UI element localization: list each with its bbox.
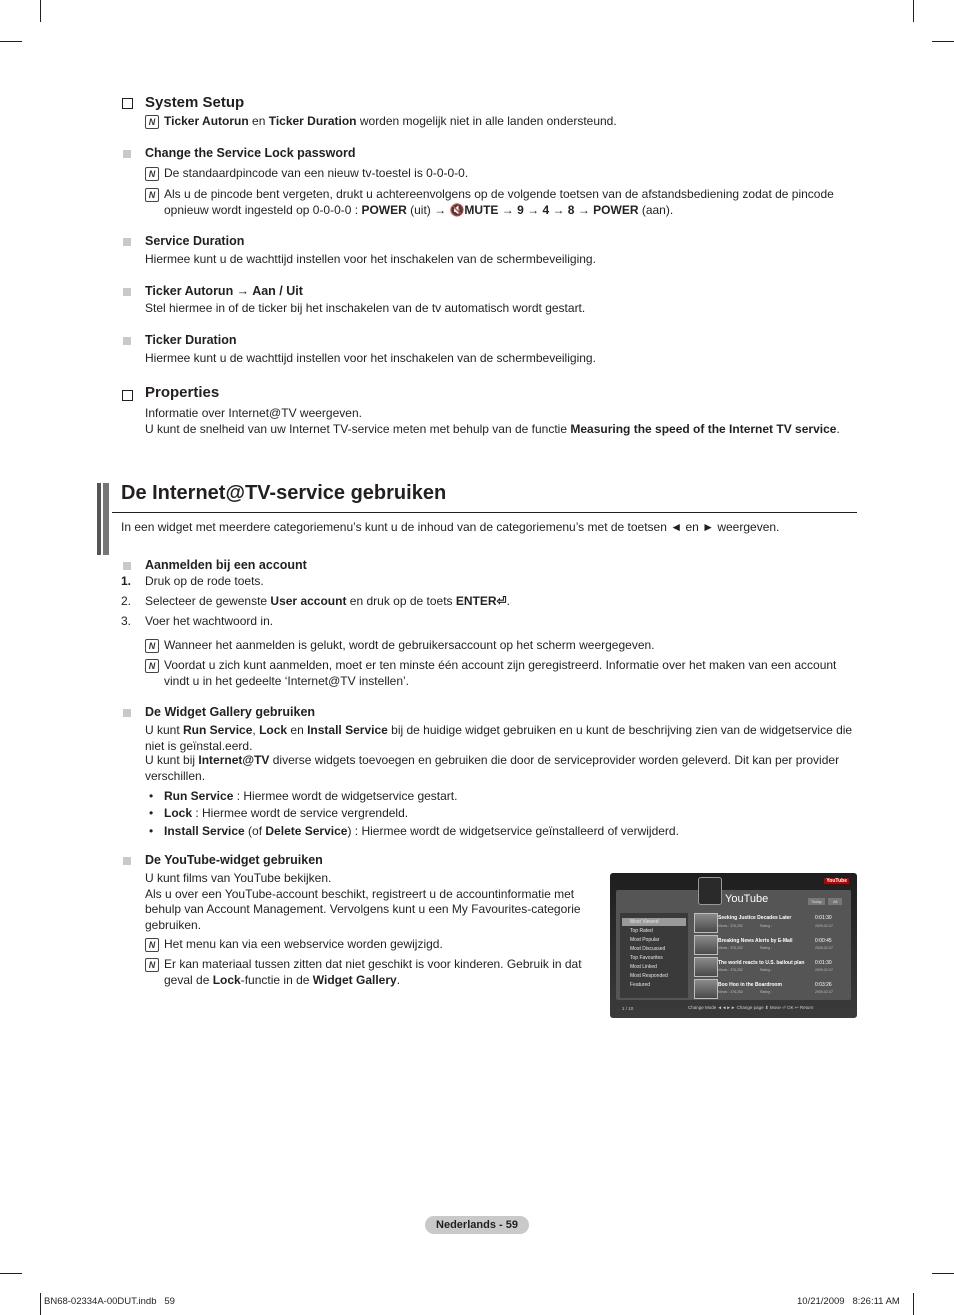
video-time: 0:01:30 [815, 915, 832, 921]
ticker-autorun-text: Stel hiermee in of de ticker bij het inschakelen van de tv automatisch wordt gestart. [145, 301, 586, 315]
video-views: Views : 376,252 [718, 946, 743, 950]
video-rating: Rating : [760, 990, 773, 994]
service-lock-note2: Als u de pincode bent vergeten, drukt u achtereenvolgens op de volgende toetsen van de afstandsbediening zodat de pincode opnieuw wordt ingesteld op 0-0-0-0 : POWER (uit) → 🔇MUTE → 9 → 4 → 8 → POWER (aan). [164, 187, 834, 217]
file-name: BN68-02334A-00DUT.indb 59 [44, 1296, 175, 1307]
youtube-logo: YouTube [826, 878, 847, 884]
page-indicator: 1 / 10 [622, 1006, 634, 1011]
widget-bullet: Lock : Hiermee wordt de service vergrendeld. [164, 806, 409, 820]
square-bullet-icon [123, 238, 131, 246]
crop-mark [932, 1273, 954, 1274]
video-thumbnail [694, 913, 718, 933]
video-date: 2009-02-07 [815, 946, 833, 950]
section-title: De Internet@TV-service gebruiken [121, 482, 447, 504]
note-icon: N [145, 659, 159, 673]
crop-mark [913, 0, 914, 22]
video-title: Breaking News Alerts by E-Mail [718, 938, 793, 944]
widget-gallery-para2: U kunt bij Internet@TV diverse widgets toevoegen en gebruiken die door de serviceprovider worden geleverd. Dit kan per provider verschillen. [145, 753, 840, 783]
print-datetime: 10/21/2009 8:26:11 AM [797, 1296, 900, 1307]
step-number: 2. [121, 594, 132, 608]
menu-item: Top Rated [630, 928, 653, 934]
video-title: Boo Hoo in the Boardroom [718, 982, 782, 988]
account-heading: Aanmelden bij een account [145, 558, 307, 572]
camera-icon [698, 877, 722, 905]
video-date: 2009-02-07 [815, 924, 833, 928]
account-note2: Voordat u zich kunt aanmelden, moet er ten minste één account zijn geregistreerd. Informatie over het maken van een account vindt u in het gedeelte ‘Internet@TV instellen’. [164, 658, 837, 688]
youtube-screen-image [610, 873, 857, 1018]
step-text: Voer het wachtwoord in. [145, 614, 274, 628]
video-views: Views : 376,252 [718, 990, 743, 994]
service-lock-heading: Change the Service Lock password [145, 146, 356, 160]
menu-item: Most Popular [630, 937, 660, 943]
video-time: 0:03:26 [815, 982, 832, 988]
video-rating: Rating : [760, 968, 773, 972]
video-title: Seeking Justice Decades Later [718, 915, 792, 921]
youtube-widget-heading: De YouTube-widget gebruiken [145, 853, 323, 867]
top-button: Today [808, 898, 825, 905]
square-bullet-icon [123, 150, 131, 158]
section-underline [112, 512, 857, 513]
note-icon: N [145, 167, 159, 181]
video-views: Views : 376,252 [718, 924, 743, 928]
menu-item: Most Discussed [630, 946, 666, 952]
crop-mark [0, 41, 22, 42]
section-side-bar-thin [103, 483, 109, 555]
square-bullet-icon [123, 337, 131, 345]
menu-item: Most Viewed [630, 919, 659, 925]
bullet-dot: • [149, 824, 154, 838]
crop-mark [40, 0, 41, 22]
widget-bullet: Run Service : Hiermee wordt de widgetservice gestart. [164, 789, 458, 803]
note-icon: N [145, 938, 159, 952]
ticker-duration-text: Hiermee kunt u de wachttijd instellen voor het inschakelen van de schermbeveiliging. [145, 351, 596, 365]
square-bullet-icon [123, 288, 131, 296]
video-title: The world reacts to U.S. bailout plan [718, 960, 805, 966]
youtube-widget-note1: Het menu kan via een webservice worden gewijzigd. [164, 937, 443, 951]
checkbox-icon [122, 390, 133, 401]
menu-item: Most Linked [630, 964, 657, 970]
video-thumbnail [694, 979, 718, 999]
bullet-dot: • [149, 806, 154, 820]
page-number: Nederlands - 59 [436, 1219, 518, 1231]
bullet-dot: • [149, 789, 154, 803]
square-bullet-icon [123, 562, 131, 570]
screen-title: YouTube [725, 893, 769, 905]
crop-mark [0, 1273, 22, 1274]
footer-help: Change Mode ◄◄►► Change page ⬍ Move ⏎ OK ↩ Return [688, 1005, 814, 1010]
video-views: Views : 376,252 [718, 968, 743, 972]
square-bullet-icon [123, 857, 131, 865]
menu-item: Top Favourites [630, 955, 663, 961]
square-bullet-icon [123, 709, 131, 717]
video-rating: Rating : [760, 924, 773, 928]
menu-item: Featured [630, 982, 651, 988]
widget-gallery-para1: U kunt Run Service, Lock en Install Service bij de huidige widget gebruiken en u kunt de beschrijving zien van de widgetservice die niet is geïnstal.eerd. [145, 723, 853, 753]
system-setup-heading: System Setup [145, 94, 245, 111]
service-lock-note1: De standaardpincode van een nieuw tv-toestel is 0-0-0-0. [164, 166, 469, 180]
service-duration-heading: Service Duration [145, 234, 245, 248]
note-icon: N [145, 958, 159, 972]
video-thumbnail [694, 957, 718, 977]
video-time: 0:00:45 [815, 938, 832, 944]
top-button: All [828, 898, 842, 905]
checkbox-icon [122, 98, 133, 109]
properties-line1: Informatie over Internet@TV weergeven. [145, 406, 362, 420]
crop-mark [932, 41, 954, 42]
section-intro: In een widget met meerdere categoriemenu’s kunt u de inhoud van de categoriemenu’s met de toetsen ◄ en ► weergeven. [121, 520, 780, 534]
video-time: 0:01:30 [815, 960, 832, 966]
widget-gallery-heading: De Widget Gallery gebruiken [145, 705, 316, 719]
crop-mark [913, 1293, 914, 1315]
video-thumbnail [694, 935, 718, 955]
youtube-widget-note2: Er kan materiaal tussen zitten dat niet geschikt is voor kinderen. Gebruik in dat geval de Lock-functie in de Widget Gallery. [164, 957, 582, 987]
video-rating: Rating : [760, 946, 773, 950]
video-date: 2009-02-07 [815, 968, 833, 972]
note-icon: N [145, 115, 159, 129]
step-text: Druk op de rode toets. [145, 574, 264, 588]
menu-item: Most Responded [630, 973, 668, 979]
properties-line2: U kunt de snelheid van uw Internet TV-service meten met behulp van de functie Measuring the speed of the Internet TV service. [145, 422, 840, 436]
note-icon: N [145, 639, 159, 653]
video-date: 2009-02-07 [815, 990, 833, 994]
system-setup-note: Ticker Autorun en Ticker Duration worden mogelijk niet in alle landen ondersteund. [164, 114, 617, 128]
ticker-duration-heading: Ticker Duration [145, 333, 237, 347]
section-side-bar [97, 483, 101, 555]
properties-heading: Properties [145, 384, 220, 401]
account-note1: Wanneer het aanmelden is gelukt, wordt de gebruikersaccount op het scherm weergegeven. [164, 638, 655, 652]
youtube-widget-para: U kunt films van YouTube bekijken. Als u over een YouTube-account beschikt, registreert u de accountinformatie met behulp van Account Management. Vervolgens kunt u een My Favourites-categorie gebruiken. [145, 871, 581, 932]
step-text: Selecteer de gewenste User account en druk op de toets ENTER⏎. [145, 594, 510, 608]
service-duration-text: Hiermee kunt u de wachttijd instellen voor het inschakelen van de schermbeveiliging. [145, 252, 596, 266]
note-icon: N [145, 188, 159, 202]
ticker-autorun-heading: Ticker Autorun → Aan / Uit [145, 284, 303, 298]
crop-mark [40, 1293, 41, 1315]
step-number: 3. [121, 614, 132, 628]
step-number: 1. [121, 574, 132, 588]
widget-bullet: Install Service (of Delete Service) : Hiermee wordt de widgetservice geïnstalleerd of verwijderd. [164, 824, 679, 838]
